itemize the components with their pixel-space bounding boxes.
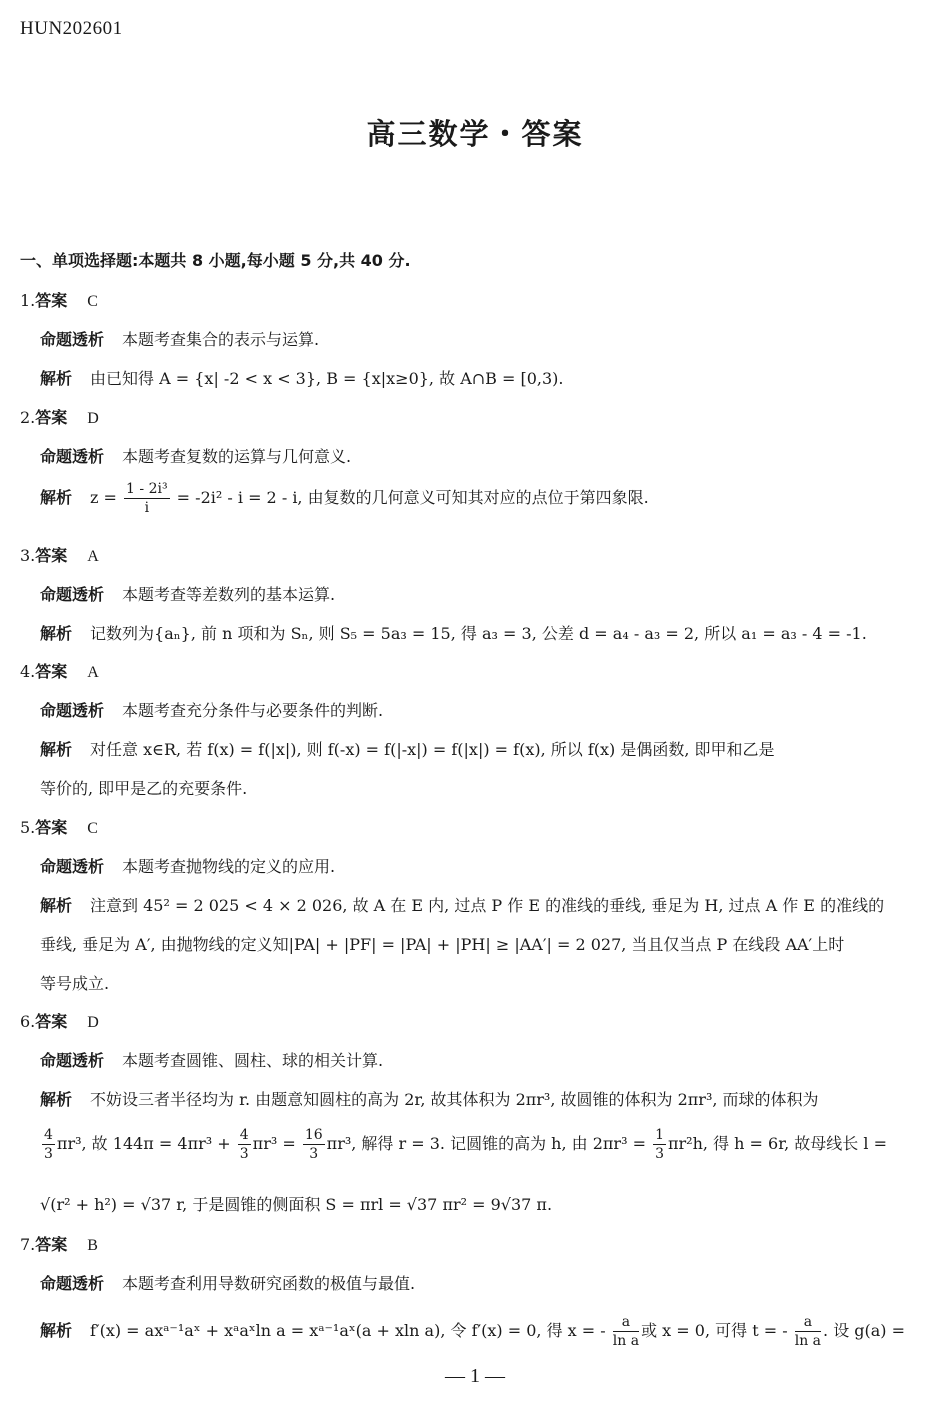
- q1-analysis: 解析 由已知得 A = {x| -2 < x < 3}, B = {x|x≥0}, 故 A∩B = [0,3).: [40, 369, 564, 388]
- q6-analysis-cont-2: √(r² + h²) = √37 r, 于是圆锥的侧面积 S = πrl = √37 πr² = 9√37 π.: [40, 1195, 553, 1214]
- q2-analysis: 解析 z = $\frac{\text{1 - 2i³}}{i}$ = -2i² - i = 2 - i, 由复数的几何意义可知其对应的点位于第四象限.: [40, 481, 649, 516]
- q5-analysis-cont-1: 垂线, 垂足为 A′, 由抛物线的定义知|PA| + |PF| = |PA| + |PH| ≥ |AA′| = 2 027, 当且仅当点 P 在线段 AA′上时: [40, 935, 845, 954]
- q2-insight: 命题透析 本题考查复数的运算与几何意义.: [40, 447, 352, 466]
- q6-answer-line: 6.答案 D: [20, 1012, 99, 1031]
- q2-answer-line: 2.答案 D: [20, 408, 99, 427]
- q1-answer-line: 1.答案 C: [20, 291, 98, 310]
- q4-analysis-cont: 等价的, 即甲是乙的充要条件.: [40, 779, 248, 798]
- q2-fraction: $\frac{\text{1 - 2i³}}{i}$: [126, 481, 168, 516]
- q3-insight: 命题透析 本题考查等差数列的基本运算.: [40, 585, 336, 604]
- exam-code: HUN202601: [20, 18, 123, 39]
- section-heading: 一、单项选择题:本题共 8 小题,每小题 5 分,共 40 分.: [20, 251, 411, 270]
- q5-analysis: 解析 注意到 45² = 2 025 < 4 × 2 026, 故 A 在 E 内, 过点 P 作 E 的准线的垂线, 垂足为 H, 过点 A 作 E 的准线的: [40, 896, 885, 915]
- q4-analysis: 解析 对任意 x∈R, 若 f(x) = f(|x|), 则 f(-x) = f(|-x|) = f(|x|) = f(x), 所以 f(x) 是偶函数, 即甲和乙是: [40, 740, 775, 759]
- q7-insight: 命题透析 本题考查利用导数研究函数的极值与最值.: [40, 1274, 416, 1293]
- q7-analysis: 解析 f′(x) = axᵃ⁻¹aˣ + xᵃaˣln a = xᵃ⁻¹aˣ(a + xln a), 令 f′(x) = 0, 得 x = - $\frac{a}{\text{ln a}}$ 或 x = 0, 可得 t = - $\frac{a}{\text{ln a}}$ . 设 g(a) =: [40, 1314, 906, 1349]
- q4-insight: 命题透析 本题考查充分条件与必要条件的判断.: [40, 701, 384, 720]
- q5-analysis-cont-2: 等号成立.: [40, 974, 110, 993]
- page-number: — 1 —: [445, 1365, 505, 1387]
- q7-answer-line: 7.答案 B: [20, 1235, 98, 1254]
- q6-analysis-cont-1: $\frac{4}{3}$ πr³, 故 144π = 4πr³ + $\frac{4}{3}$ πr³ = $\frac{16}{3}$ πr³, 解得 r = 3. 记圆锥的高为 h, 由 2πr³ = $\frac{1}{3}$ πr²h, 得 h = 6r, 故母线长 l =: [44, 1127, 887, 1162]
- q5-insight: 命题透析 本题考查抛物线的定义的应用.: [40, 857, 336, 876]
- q5-answer-line: 5.答案 C: [20, 818, 98, 837]
- q3-analysis: 解析 记数列为{aₙ}, 前 n 项和为 Sₙ, 则 S₅ = 5a₃ = 15, 得 a₃ = 3, 公差 d = a₄ - a₃ = 2, 所以 a₁ = a₃ - 4 = -1.: [40, 624, 867, 643]
- q1-insight: 命题透析 本题考查集合的表示与运算.: [40, 330, 320, 349]
- q6-analysis: 解析 不妨设三者半径均为 r. 由题意知圆柱的高为 2r, 故其体积为 2πr³, 故圆锥的体积为 2πr³, 而球的体积为: [40, 1090, 819, 1109]
- q4-answer-line: 4.答案 A: [20, 662, 99, 681]
- q6-insight: 命题透析 本题考查圆锥、圆柱、球的相关计算.: [40, 1051, 384, 1070]
- page-title: 高三数学・答案: [366, 117, 584, 151]
- q3-answer-line: 3.答案 A: [20, 546, 99, 565]
